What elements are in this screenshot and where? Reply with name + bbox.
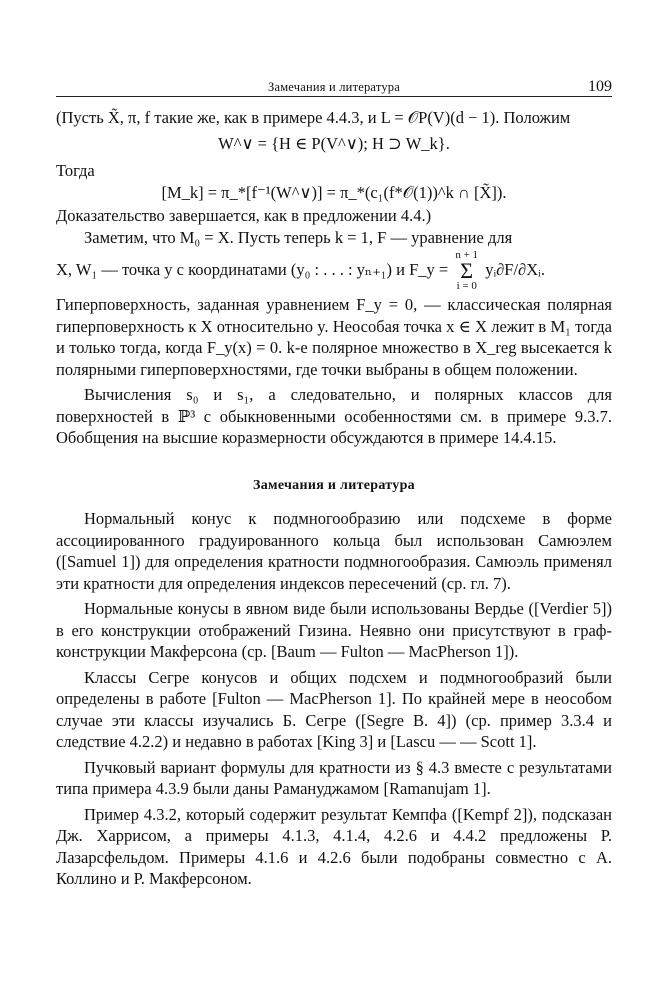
sum-upper-limit: n + 1 bbox=[455, 249, 479, 261]
paragraph-hypersurface: Гиперповерхность, заданная уравнением F_y = 0, — классическая полярная гиперповерхность к X относительно y. Неособая точка x ∈ X лежит в M₁ тогда и только тогда, когда F_y(x) = 0. k-е полярное множество в X_reg высекается k полярными гиперповерхностями, где точки выбраны в общем положении. bbox=[56, 295, 612, 379]
sum-symbol bbox=[455, 250, 478, 292]
paragraph-then: Тогда bbox=[56, 161, 95, 180]
paragraph-note-line1: Заметим, что M₀ = X. Пусть теперь k = 1, F — уравнение для bbox=[84, 227, 513, 247]
page-header bbox=[56, 72, 612, 97]
section-title: Замечания и литература bbox=[253, 477, 415, 493]
paragraph-computations: Вычисления s₀ и s₁, а следовательно, и полярных классов для поверхностей в ℙ³ с обыкновенными особенностями см. в примере 9.3.7. Обобщения на высшие коразмерности обсуждаются в примере 14.4.15. bbox=[56, 385, 612, 447]
page-body bbox=[56, 107, 612, 890]
book-page bbox=[56, 72, 612, 890]
section-paragraph: Классы Сегре конусов и общих подсхем и подмногообразий были определены в работе [Fulton — MacPherson 1]. По крайней мере в неособом случае эти классы изучались Б. Сегре ([Segre B. 4]) (ср. пример 3.3.4 и следствие 4.2.2) и недавно в работах [King 3] и [Lascu — — Scott 1]. bbox=[56, 667, 612, 751]
running-head: Замечания и литература bbox=[267, 80, 401, 94]
section-paragraph: Нормальные конусы в явном виде были использованы Вердье ([Verdier 5]) в его конструкции отображений Гизина. Неявно они присутствуют в граф-конструкции Макферсона (ср. [Baum — Fulton — MacPherson 1]). bbox=[56, 599, 612, 661]
paragraph-proof-setup: (Пусть X̃, π, f такие же, как в примере 4.4.3, и L = 𝒪P(V)(d − 1). Положим bbox=[56, 108, 571, 127]
section-paragraph: Нормальный конус к подмногообразию или подсхеме в форме ассоциированного градуированного кольца был использован Самюэлем ([Samuel 1]) для определения кратности подмногообразия. Самюэль применял эти кратности для определения индексов пересечений (ср. гл. 7). bbox=[56, 509, 612, 593]
formula-mk-class: [M_k] = π_*[f⁻¹(W^∨)] = π_*(c₁(f*𝒪(1))^k ∩ [X̃]). bbox=[161, 182, 507, 202]
paragraph-proof-end: Доказательство завершается, как в предложении 4.4.) bbox=[56, 206, 432, 225]
sum-term: yᵢ∂F/∂Xᵢ. bbox=[485, 259, 545, 279]
page-number: 109 bbox=[588, 78, 612, 95]
paragraph-note-line2 bbox=[56, 250, 612, 292]
sum-lower-limit: i = 0 bbox=[456, 280, 477, 292]
section-paragraph: Пример 4.3.2, который содержит результат Кемпфа ([Kempf 2]), подсказан Дж. Харрисом, а примеры 4.1.3, 4.1.4, 4.2.6 и 4.4.2 предложены Р. Лазарсфельдом. Примеры 4.1.6 и 4.2.6 были подобраны совместно с А. Коллино и Р. Макферсоном. bbox=[56, 804, 612, 888]
sigma-glyph: Σ bbox=[460, 258, 474, 283]
formula-w-dual: W^∨ = {H ∈ P(V^∨); H ⊃ W_k}. bbox=[218, 133, 450, 153]
section-paragraph: Пучковый вариант формулы для кратности из § 4.3 вместе с результатами типа примера 4.3.9 были даны Рамануджамом [Ramanujam 1]. bbox=[56, 757, 612, 798]
note-line2-text: X, W₁ — точка y с координатами (y₀ : . . . : yₙ₊₁) и F_y = bbox=[56, 259, 449, 279]
